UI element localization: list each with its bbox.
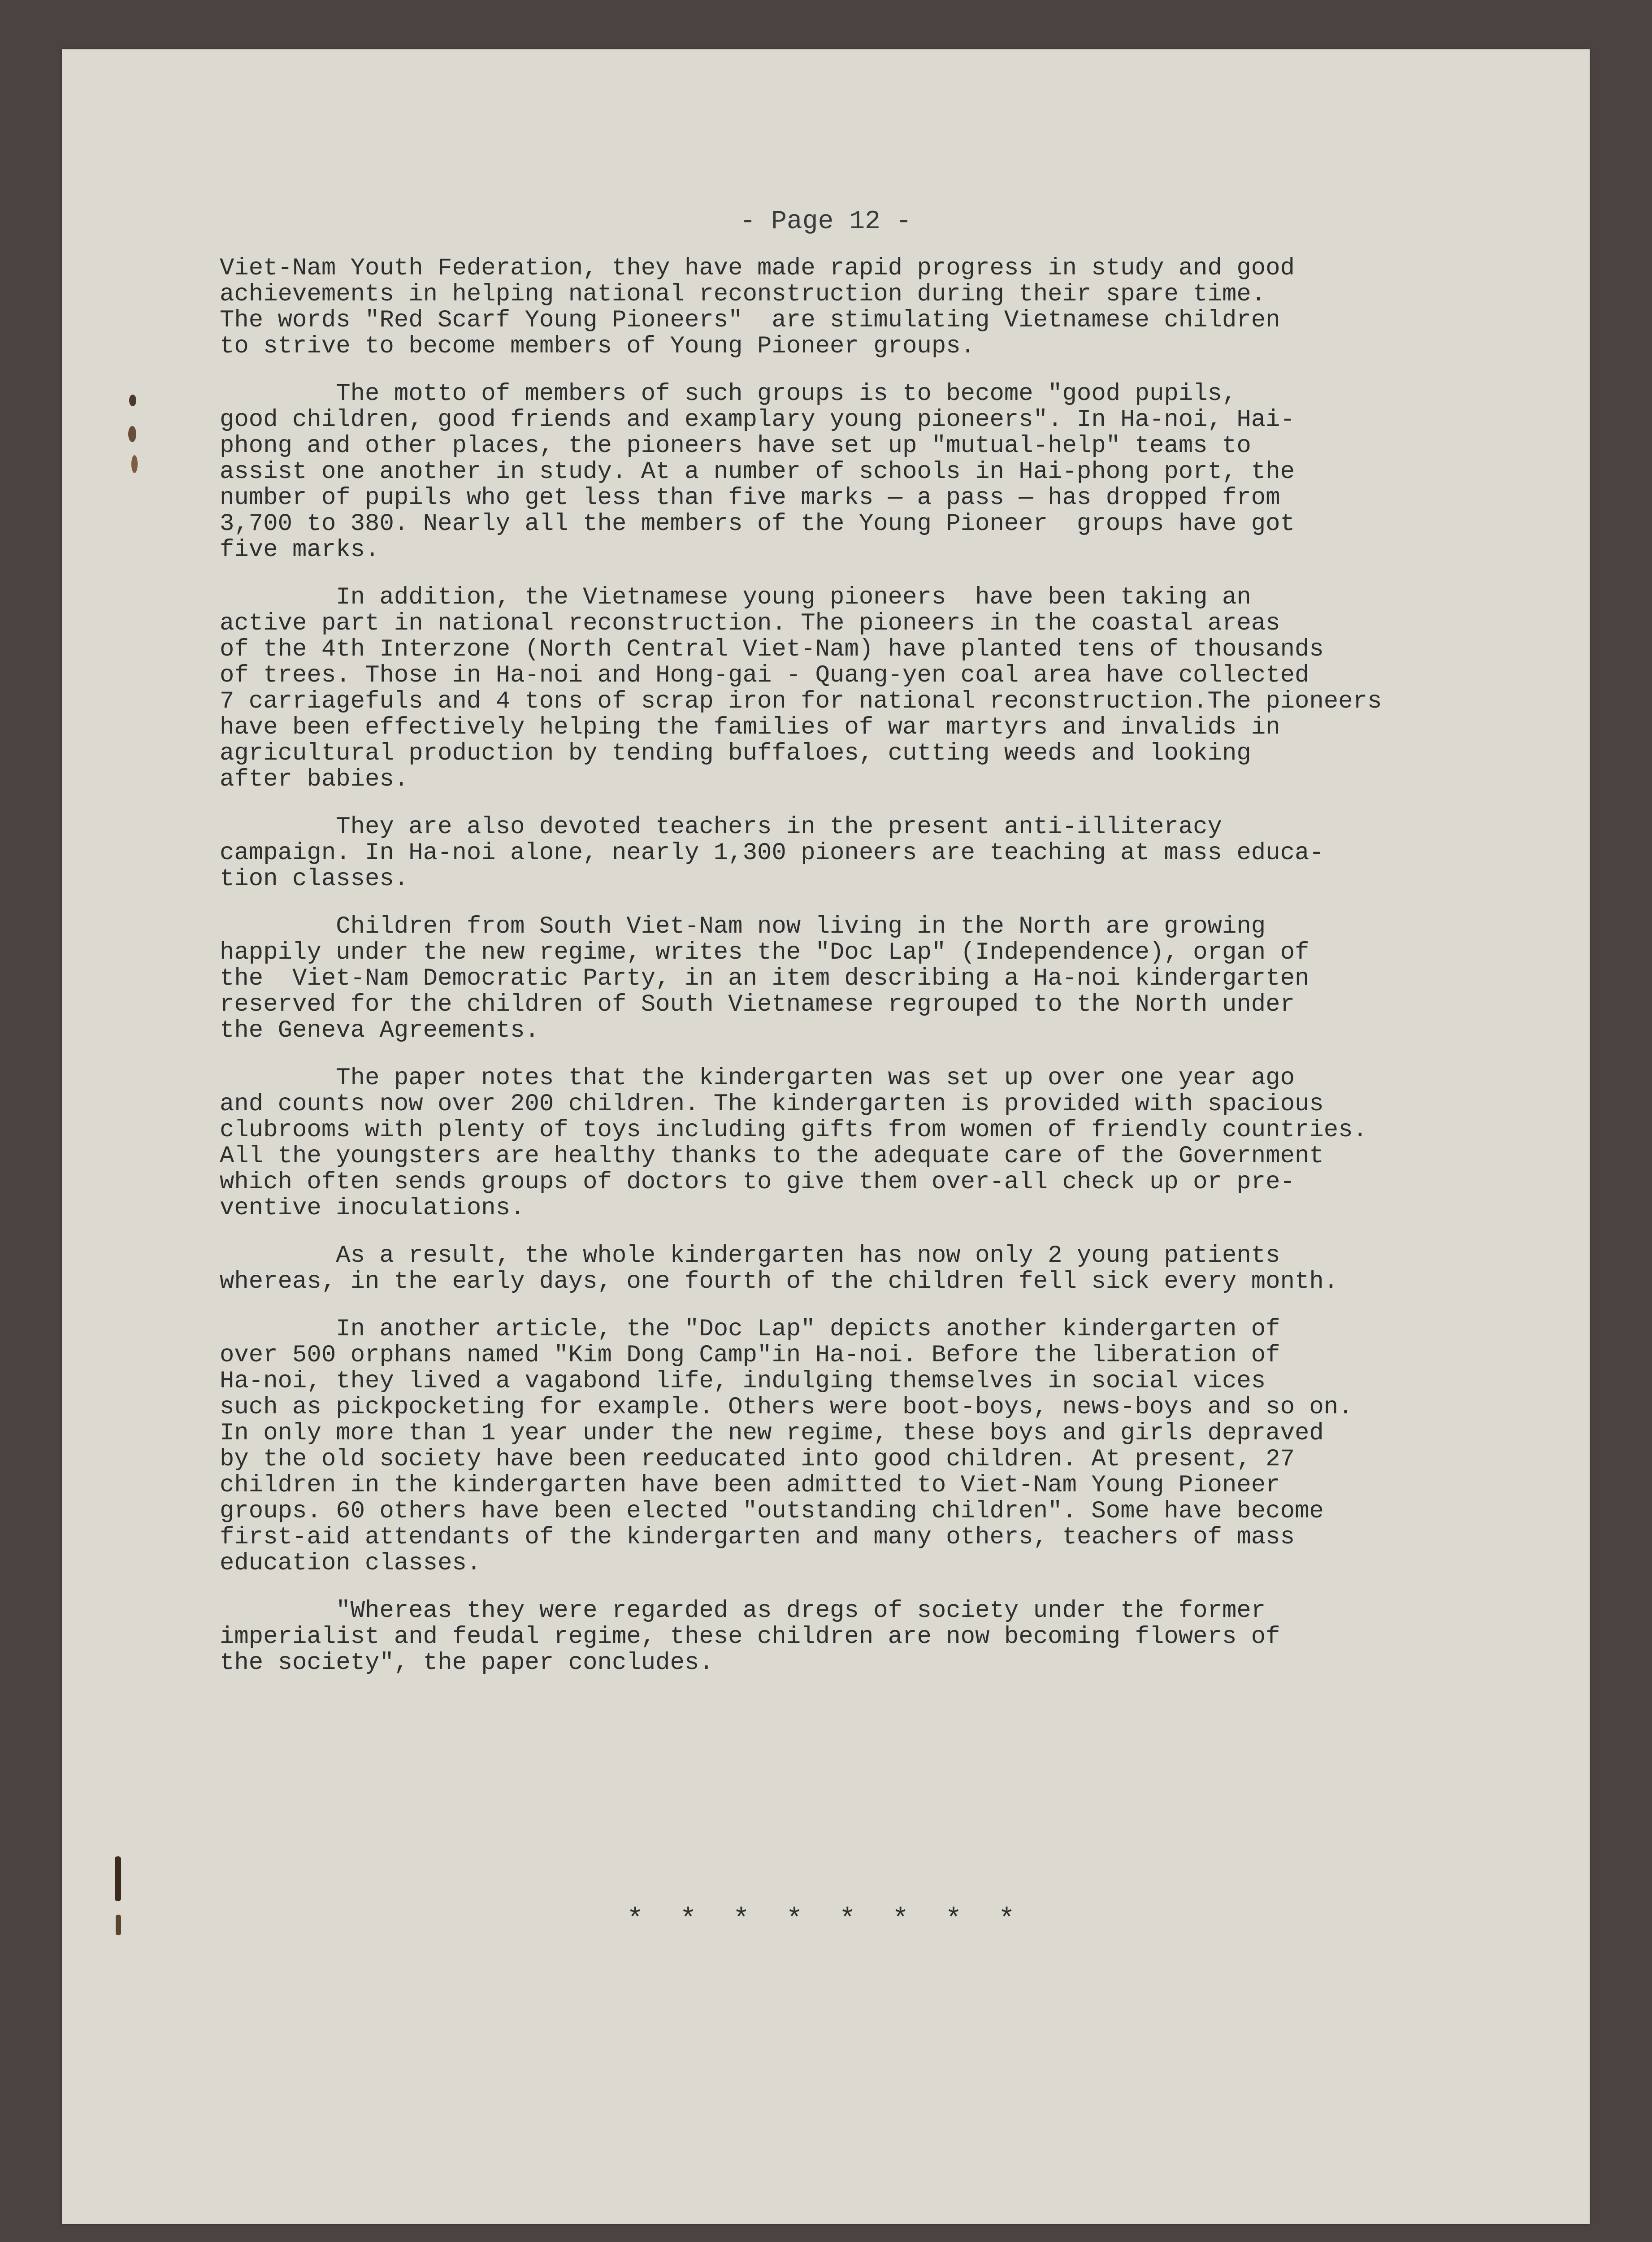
text-line: The words "Red Scarf Young Pioneers" are stimulating Vietnamese children [220, 307, 1280, 334]
rust-stain-mark [116, 1915, 121, 1935]
rust-stain-mark [131, 455, 138, 473]
text-line: They are also devoted teachers in the present anti-illiteracy [220, 813, 1222, 841]
text-line: such as pickpocketing for example. Others were boot-boys, news-boys and so on. [220, 1394, 1353, 1421]
text-line: achievements in helping national reconstruction during their spare time. [220, 281, 1266, 308]
text-line: to strive to become members of Young Pioneer groups. [220, 333, 976, 360]
text-line: after babies. [220, 766, 409, 793]
text-line: and counts now over 200 children. The kindergarten is provided with spacious [220, 1091, 1324, 1118]
paragraph [220, 1598, 1511, 1676]
text-line: which often sends groups of doctors to give them over-all check up or pre- [220, 1169, 1295, 1196]
rust-stain-mark [128, 426, 136, 442]
rust-stain-mark [129, 395, 136, 406]
paragraph [220, 1243, 1511, 1295]
text-line: imperialist and feudal regime, these children are now becoming flowers of [220, 1623, 1280, 1651]
text-line: campaign. In Ha-noi alone, nearly 1,300 pioneers are teaching at mass educa- [220, 839, 1324, 867]
text-line: agricultural production by tending buffaloes, cutting weeds and looking [220, 740, 1251, 767]
rust-stain-mark [115, 1856, 121, 1901]
text-line: The paper notes that the kindergarten was set up over one year ago [220, 1065, 1295, 1092]
text-line: education classes. [220, 1550, 481, 1577]
paragraph [220, 256, 1511, 360]
text-line: over 500 orphans named "Kim Dong Camp"in Ha-noi. Before the liberation of [220, 1342, 1280, 1369]
text-line: clubrooms with plenty of toys including gifts from women of friendly countries. [220, 1117, 1368, 1144]
text-line: 7 carriagefuls and 4 tons of scrap iron for national reconstruction.The pioneers [220, 688, 1382, 715]
text-line: five marks. [220, 536, 380, 564]
text-line: reserved for the children of South Vietnamese regrouped to the North under [220, 991, 1295, 1018]
text-line: Viet-Nam Youth Federation, they have made rapid progress in study and good [220, 255, 1295, 282]
paragraph [220, 814, 1511, 892]
text-line: of trees. Those in Ha-noi and Hong-gai - Quang-yen coal area have collected [220, 662, 1309, 689]
paragraph [220, 585, 1511, 793]
text-line: number of pupils who get less than five marks — a pass — has dropped from [220, 484, 1280, 512]
text-line: first-aid attendants of the kindergarten and many others, teachers of mass [220, 1524, 1295, 1551]
page-number-header: - Page 12 - [740, 207, 912, 236]
text-line: assist one another in study. At a number of schools in Hai-phong port, the [220, 458, 1295, 486]
text-line: As a result, the whole kindergarten has now only 2 young patients [220, 1242, 1280, 1269]
text-line: The motto of members of such groups is to become "good pupils, [220, 380, 1237, 408]
text-line: tion classes. [220, 865, 409, 893]
text-line: the Geneva Agreements. [220, 1017, 539, 1044]
text-line: whereas, in the early days, one fourth of the children fell sick every month. [220, 1268, 1339, 1295]
text-line: happily under the new regime, writes the "Doc Lap" (Independence), organ of [220, 939, 1309, 966]
text-line: groups. 60 others have been elected "outstanding children". Some have become [220, 1498, 1324, 1525]
text-line: All the youngsters are healthy thanks to the adequate care of the Government [220, 1143, 1324, 1170]
text-line: In only more than 1 year under the new regime, these boys and girls depraved [220, 1420, 1324, 1447]
text-line: the society", the paper concludes. [220, 1649, 714, 1677]
paragraph [220, 381, 1511, 563]
end-of-article-marker: * * * * * * * * [626, 1903, 1025, 1935]
text-line: of the 4th Interzone (North Central Viet-Nam) have planted tens of thousands [220, 636, 1324, 663]
text-line: 3,700 to 380. Nearly all the members of the Young Pioneer groups have got [220, 510, 1295, 538]
text-line: the Viet-Nam Democratic Party, in an item describing a Ha-noi kindergarten [220, 965, 1309, 992]
document-body [220, 256, 1511, 1698]
text-line: have been effectively helping the families of war martyrs and invalids in [220, 714, 1280, 741]
paragraph [220, 914, 1511, 1044]
text-line: children in the kindergarten have been admitted to Viet-Nam Young Pioneer [220, 1472, 1280, 1499]
text-line: ventive inoculations. [220, 1195, 525, 1222]
text-line: by the old society have been reeducated into good children. At present, 27 [220, 1446, 1295, 1473]
text-line: Ha-noi, they lived a vagabond life, indulging themselves in social vices [220, 1368, 1266, 1395]
text-line: good children, good friends and examplary young pioneers". In Ha-noi, Hai- [220, 406, 1295, 434]
text-line: phong and other places, the pioneers have set up "mutual-help" teams to [220, 432, 1251, 460]
text-line: In addition, the Vietnamese young pioneers have been taking an [220, 584, 1251, 611]
text-line: "Whereas they were regarded as dregs of society under the former [220, 1597, 1266, 1625]
paragraph [220, 1065, 1511, 1221]
text-line: In another article, the "Doc Lap" depicts another kindergarten of [220, 1316, 1280, 1343]
paragraph [220, 1317, 1511, 1577]
text-line: active part in national reconstruction. The pioneers in the coastal areas [220, 610, 1280, 637]
document-page [62, 49, 1590, 2224]
text-line: Children from South Viet-Nam now living in the North are growing [220, 913, 1266, 940]
